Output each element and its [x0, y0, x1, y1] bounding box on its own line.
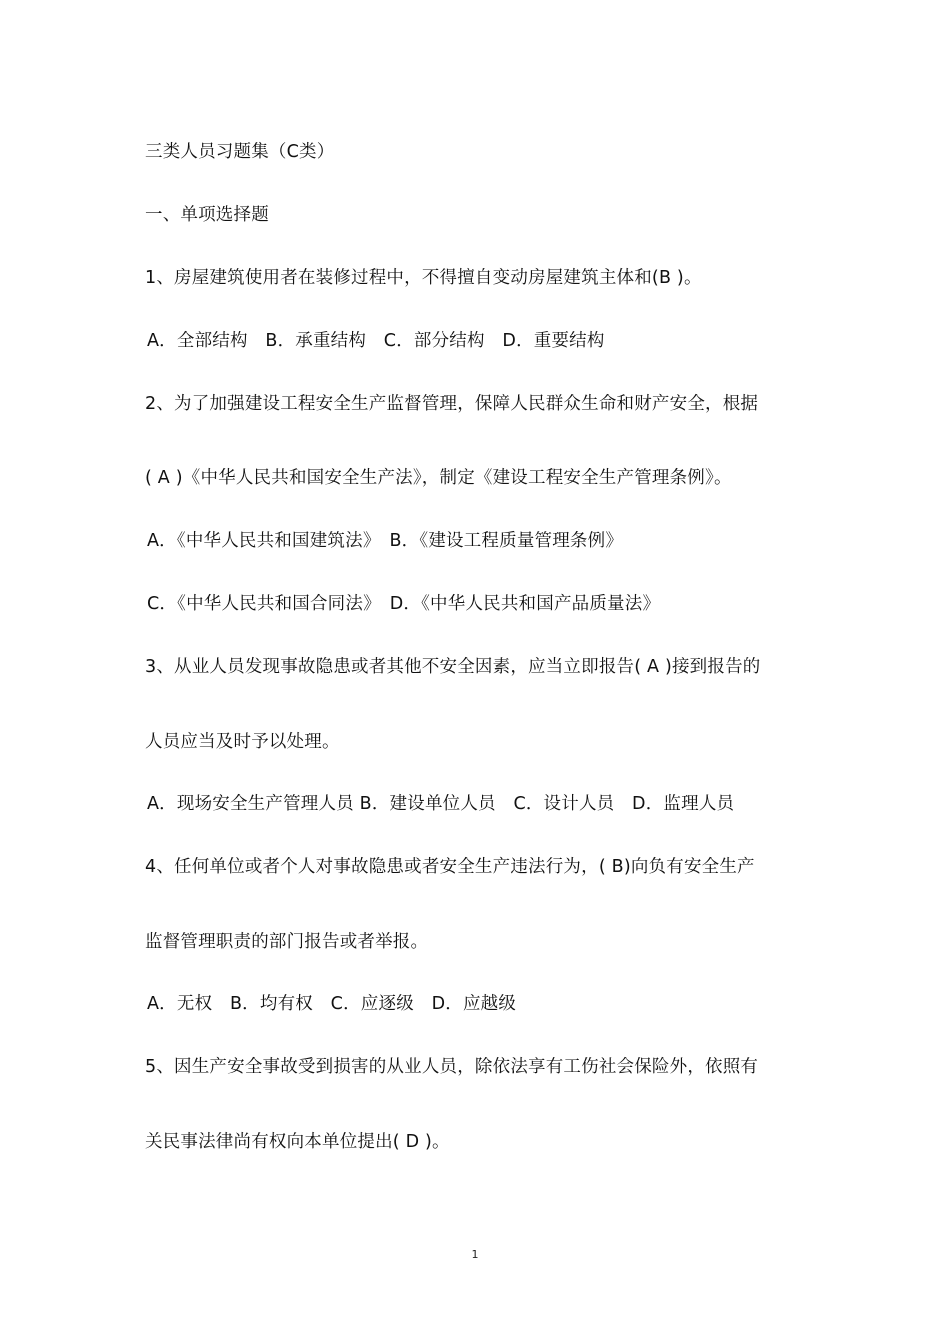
question-4: 4、任何单位或者个人对事故隐患或者安全生产违法行为，( B)向负有安全生产: [145, 857, 755, 877]
question-5-cont: 关民事法律尚有权向本单位提出( D )。: [145, 1132, 450, 1152]
question-2-options-ab: A．《中华人民共和国建筑法》 B．《建设工程质量管理条例》: [147, 531, 624, 551]
question-3-options: A．现场安全生产管理人员 B．建设单位人员 C．设计人员 D．监理人员: [147, 794, 735, 814]
question-4-cont: 监督管理职责的部门报告或者举报。: [145, 932, 429, 952]
question-2-cont: ( A )《中华人民共和国安全生产法》，制定《建设工程安全生产管理条例》。: [145, 468, 732, 488]
page-number: 1: [471, 1248, 479, 1261]
question-1-options: A．全部结构 B．承重结构 C．部分结构 D．重要结构: [147, 331, 605, 351]
document-title: 三类人员习题集（C类）: [145, 142, 335, 162]
question-4-options: A．无权 B．均有权 C．应逐级 D．应越级: [147, 994, 517, 1014]
question-5: 5、因生产安全事故受到损害的从业人员，除依法享有工伤社会保险外，依照有: [145, 1057, 759, 1077]
question-3: 3、从业人员发现事故隐患或者其他不安全因素，应当立即报告( A )接到报告的: [145, 657, 761, 677]
question-1: 1、房屋建筑使用者在装修过程中，不得擅自变动房屋建筑主体和(B )。: [145, 268, 702, 288]
question-2: 2、为了加强建设工程安全生产监督管理，保障人民群众生命和财产安全，根据: [145, 394, 759, 414]
question-2-options-cd: C．《中华人民共和国合同法》 D．《中华人民共和国产品质量法》: [147, 594, 661, 614]
section-heading: 一、单项选择题: [145, 205, 269, 225]
question-3-cont: 人员应当及时予以处理。: [145, 732, 340, 752]
